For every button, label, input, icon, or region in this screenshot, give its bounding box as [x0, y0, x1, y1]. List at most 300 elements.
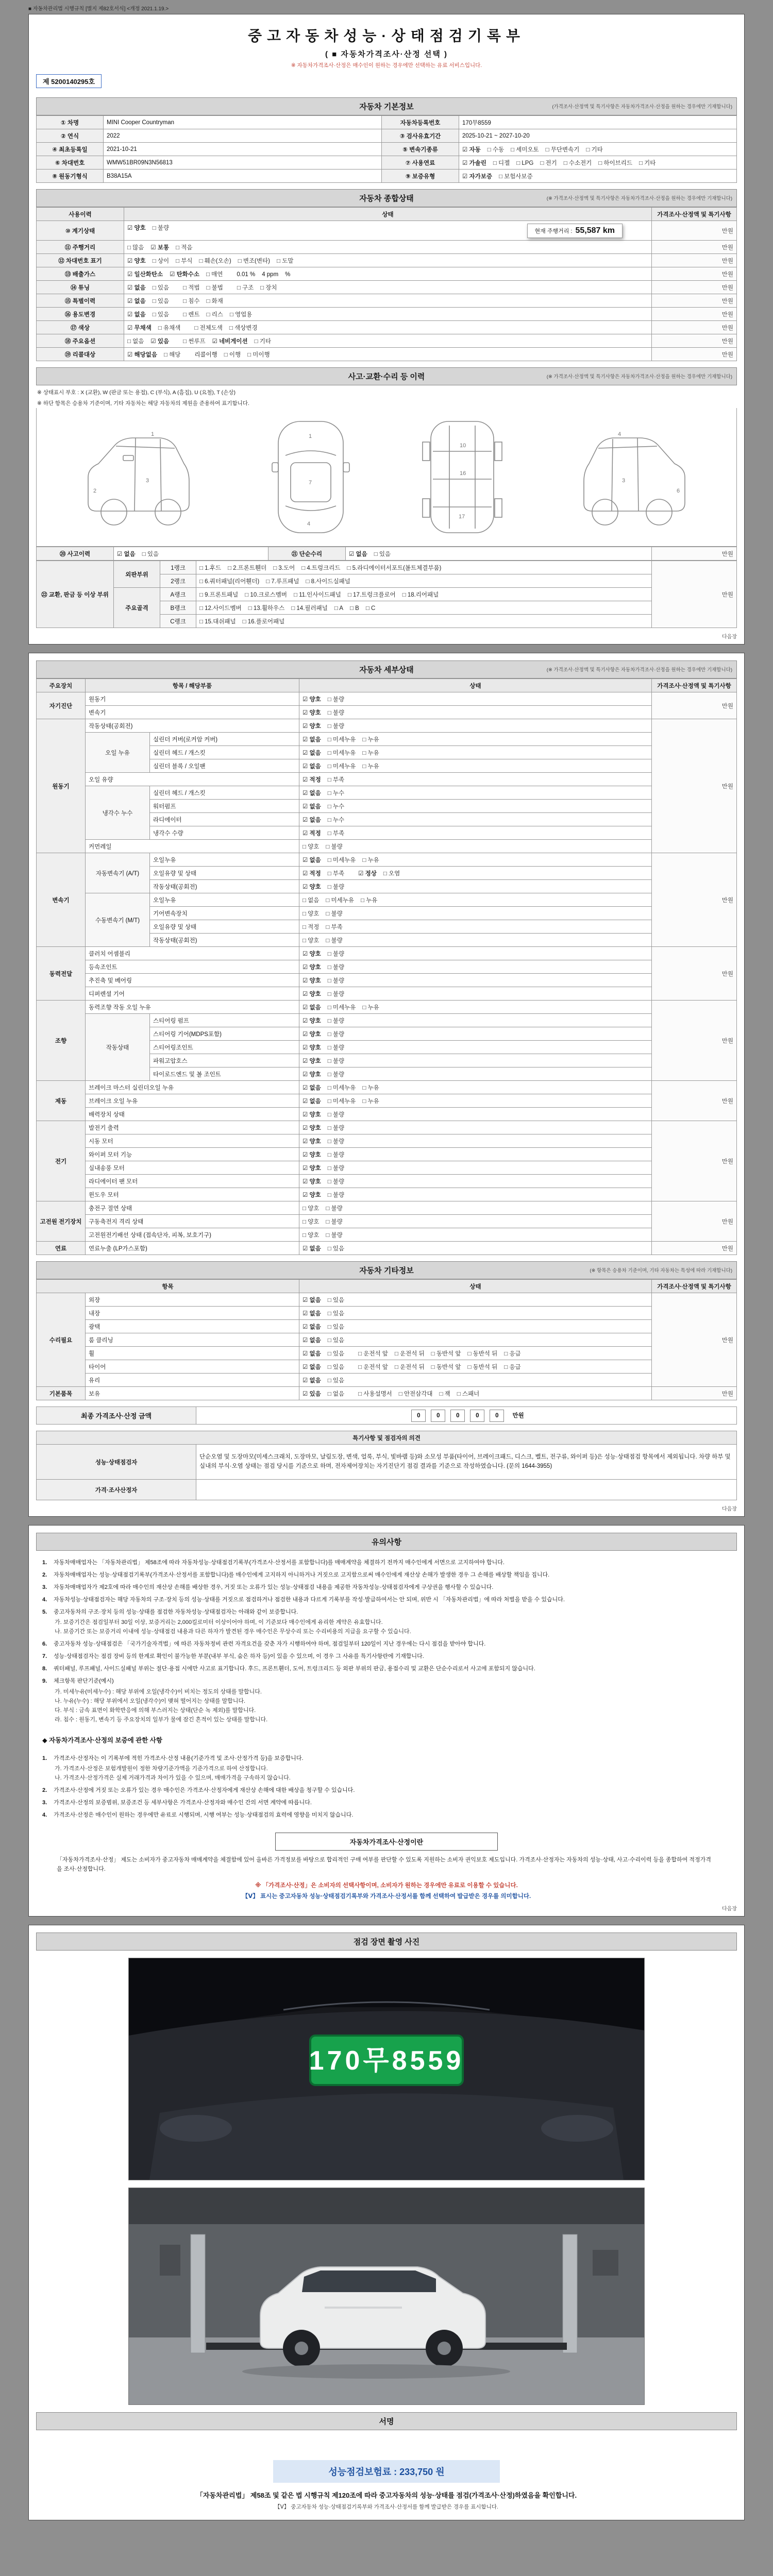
notes-list	[36, 1551, 737, 1727]
notice-item	[42, 1677, 731, 1686]
checkbox-checked: ☑ 해당없음	[127, 351, 157, 358]
checkbox-unchecked: □ 불량	[327, 1138, 345, 1145]
checkbox-unchecked: □ 없음	[127, 338, 144, 345]
table-row	[37, 1347, 737, 1360]
checkbox-unchecked: □ 디젤	[493, 160, 510, 166]
next-page-label: 다음장	[722, 1906, 737, 1912]
checkbox-checked: ☑ 없음	[303, 1324, 321, 1330]
table-row	[37, 1094, 737, 1108]
checkbox-unchecked: □ 11.인사이드패널	[293, 591, 341, 598]
table-header-row	[37, 1431, 737, 1445]
inline-text: 리콜이행	[194, 351, 217, 358]
checkbox-checked: ☑ 없음	[303, 763, 321, 770]
checkbox-checked: ☑ 자동	[462, 146, 481, 153]
price-amount: 만원	[652, 334, 737, 348]
table-row	[37, 1121, 737, 1134]
overall-col-price: 가격조사·산정액 및 특기사항	[652, 208, 737, 221]
table-row	[37, 588, 737, 601]
price-amount: 만원	[652, 853, 737, 947]
item-label: 룸 클리닝	[86, 1333, 299, 1347]
usage-label: ⑲ 리콜대상	[37, 348, 124, 361]
usage-label: ⑯ 용도변경	[37, 308, 124, 321]
checkbox-unchecked: □ 불량	[327, 696, 345, 703]
checkbox-checked: ☑ 탄화수소	[170, 271, 200, 278]
section-etc-note: (※ 항목은 승용차 기준이며, 기타 자동차는 특성에 따라 기재합니다)	[590, 1268, 732, 1274]
table-row	[37, 893, 737, 907]
section-accident-title: 사고·교환·수리 등 이력	[348, 372, 425, 381]
checkbox-unchecked: □ 누유	[360, 897, 378, 904]
notice-text: 자동차매매업자가 제2호에 따라 매수인의 재산상 손해를 배상한 경우, 거짓 또는 오류가 있는 성능·상태점검 내용을 제공한 자동차성능·상태점검자에게 구상권을 행사할 수 있습니다.	[54, 1584, 494, 1591]
checkbox-checked: ☑ 없음	[303, 1297, 321, 1303]
checkbox-unchecked: □ 누유	[362, 1004, 379, 1011]
item-label: 작동상태(공회전)	[150, 880, 299, 893]
price-digit: 0	[470, 1410, 484, 1422]
item-label: 유리	[86, 1374, 299, 1387]
price-amount: 만원	[652, 1201, 737, 1242]
opinion-table	[36, 1431, 737, 1500]
item-label: 충전구 절연 상태	[86, 1201, 299, 1215]
page-title: 중고자동차성능·상태점검기록부	[248, 28, 525, 44]
insurance-fee-value: 233,750 원	[399, 2467, 445, 2478]
svg-text:4: 4	[617, 431, 621, 437]
checkbox-unchecked: □ 안전삼각대	[398, 1391, 433, 1397]
item-label: 타이로드엔드 및 볼 조인트	[150, 1067, 299, 1081]
checkbox-unchecked: □ 기타	[586, 146, 603, 153]
status-checks	[299, 1387, 652, 1400]
price-amount: 만원	[652, 1081, 737, 1121]
table-row	[37, 561, 737, 574]
status-checks	[299, 759, 652, 773]
price-amount: 만원	[652, 294, 737, 308]
checkbox-checked: ☑ 양호	[303, 1192, 321, 1198]
car-damage-diagrams	[36, 408, 737, 547]
notice-text: 체크항목 판단기준(예시)	[54, 1678, 114, 1685]
section-photos-title: 점검 장면 촬영 사진	[353, 1938, 420, 1947]
price-amount: 만원	[652, 719, 737, 853]
status-checks	[299, 1320, 652, 1333]
price-amount: 만원	[652, 267, 737, 281]
inspection-photo-plate	[128, 1958, 645, 2180]
checkbox-unchecked: □ 불량	[327, 1018, 345, 1024]
table-row	[37, 1175, 737, 1188]
status-checks	[299, 1001, 652, 1014]
table-row	[37, 116, 737, 129]
device-label: 변속기	[37, 853, 86, 947]
checkbox-checked: ☑ 적정	[303, 830, 321, 837]
status-checks	[299, 1333, 652, 1347]
status-checks	[124, 308, 652, 321]
item-label: 오일누유	[150, 893, 299, 907]
checkbox-unchecked: □ 양호	[303, 910, 320, 917]
price-amount: 만원	[652, 947, 737, 1001]
checkbox-unchecked: □ 3.도어	[273, 565, 295, 571]
checkbox-unchecked: □ 미세누유	[327, 763, 356, 770]
checkbox-unchecked: □ 장치	[260, 284, 277, 291]
svg-text:17: 17	[459, 514, 465, 520]
device-label: 고전원 전기장치	[37, 1201, 86, 1242]
checkbox-checked: ☑ 없음	[303, 750, 321, 756]
rank-items	[196, 574, 652, 588]
checkbox-unchecked: □ 전체도색	[194, 325, 223, 331]
car-diagram-top-view	[267, 415, 355, 539]
item-label: 실린더 헤드 / 개스킷	[150, 786, 299, 800]
checkbox-unchecked: □ 운전석 뒤	[394, 1364, 425, 1370]
notice-text: 중고자동차의 구조·장치 등의 성능·상태를 점검한 자동차성능·상태점검자는 아래와 같이 보증합니다.	[54, 1609, 298, 1616]
transmission-checks	[459, 143, 737, 156]
checkbox-unchecked: □ 불량	[152, 225, 170, 231]
checkbox-unchecked: □ 불량	[327, 1031, 345, 1038]
checkbox-unchecked: □ 미세누유	[327, 1084, 356, 1091]
table-row	[37, 1161, 737, 1175]
checkbox-unchecked: □ 누유	[362, 1098, 379, 1105]
checkbox-unchecked: □ 불량	[327, 709, 345, 716]
status-checks	[124, 267, 652, 281]
item-label: 추진축 및 베어링	[86, 974, 299, 987]
checkbox-checked: ☑ 보통	[150, 244, 170, 251]
checkbox-checked: ☑ 양호	[303, 977, 321, 984]
overall-table	[36, 207, 737, 361]
checkbox-checked: ☑ 없음	[303, 1098, 321, 1105]
checkbox-unchecked: □ B	[350, 605, 359, 612]
checkbox-checked: ☑ 양호	[303, 709, 321, 716]
checkbox-unchecked: □ 누유	[362, 736, 379, 743]
status-checks	[299, 826, 652, 840]
checkbox-unchecked: □ 불법	[206, 284, 223, 291]
item-label: 라디에이터 팬 모터	[86, 1175, 299, 1188]
item-label: 와이퍼 모터 기능	[86, 1148, 299, 1161]
checkbox-unchecked: □ 미세누유	[327, 1098, 356, 1105]
item-label: 오일누유	[150, 853, 299, 867]
checkbox-checked: ☑ 가솔린	[462, 160, 486, 166]
svg-text:1: 1	[151, 431, 155, 437]
checkbox-unchecked: □ 불량	[327, 1165, 345, 1172]
price-amount: 만원	[652, 254, 737, 267]
status-checks	[299, 1134, 652, 1148]
checkbox-checked: ☑ 없음	[303, 817, 321, 823]
car-diagram-front-quarter	[74, 415, 203, 539]
item-label: 워터펌프	[150, 800, 299, 813]
notice-number: 1.	[42, 1560, 47, 1566]
item-label: 발전기 출력	[86, 1121, 299, 1134]
section-accident-note: (※ 가격조사·산정액 및 특기사항은 자동차가격조사·산정을 원하는 경우에만 기재합니다)	[546, 374, 732, 380]
footer-confirmation: 「자동차관리법」 제58조 및 같은 법 시행규칙 제120조에 따라 중고자동차의 성능·상태를 점검(가격조사·산정)하였음을 확인합니다.	[196, 2492, 577, 2500]
checkbox-unchecked: □ 있음	[152, 298, 170, 304]
field-value-engine-type: B38A15A	[104, 170, 382, 183]
item-label: 보유	[86, 1387, 299, 1400]
section-etc-title: 자동차 기타정보	[359, 1266, 414, 1275]
table-row	[37, 853, 737, 867]
checkbox-unchecked: □ 적법	[183, 284, 200, 291]
rank-items	[196, 615, 652, 628]
checkbox-checked: ☑ 양호	[127, 225, 146, 231]
checkbox-unchecked: □ 불량	[326, 1205, 343, 1212]
checkbox-unchecked: □ 미세누유	[327, 736, 356, 743]
item-label: 디퍼렌셜 기어	[86, 987, 299, 1001]
accident-history-label: ⑳ 사고이력	[37, 547, 114, 561]
item-label: 클러치 어셈블리	[86, 947, 299, 960]
status-checks	[299, 1347, 652, 1360]
section-etc	[36, 1261, 737, 1279]
checkbox-unchecked: □ 없음	[303, 897, 320, 904]
usage-label: ⑬ 배출가스	[37, 267, 124, 281]
notice-item	[42, 1571, 731, 1580]
table-row	[37, 692, 737, 706]
item-label: 작동상태(공회전)	[150, 934, 299, 947]
usage-label: ⑭ 튜닝	[37, 281, 124, 294]
checkbox-unchecked: □ 응급	[504, 1350, 521, 1357]
checkbox-checked: ☑ 없음	[303, 803, 321, 810]
checkbox-checked: ☑ 양호	[303, 964, 321, 971]
table-row	[37, 1134, 737, 1148]
basic-info-table	[36, 115, 737, 183]
notice-number: 8.	[42, 1666, 47, 1672]
notice-text: 가격조사·산정은 매수인이 원하는 경우에만 유료로 시행되며, 시행 여부는 성능·상태점검의 효력에 영향을 미치지 않습니다.	[54, 1811, 354, 1818]
price-amount: 만원	[652, 281, 737, 294]
checkbox-unchecked: □ 불량	[327, 1151, 345, 1158]
status-checks	[299, 1027, 652, 1041]
status-checks	[299, 1161, 652, 1175]
section-signature	[36, 2412, 737, 2430]
status-checks	[299, 1094, 652, 1108]
checkbox-checked: ☑ 적정	[303, 870, 321, 877]
device-label: 전기	[37, 1121, 86, 1201]
price-amount: 만원	[652, 1387, 737, 1400]
current-mileage-label: 현재 주행거리 :	[534, 228, 573, 234]
checkbox-unchecked: □ 부족	[327, 776, 345, 783]
table-header-row	[37, 679, 737, 692]
checkbox-unchecked: □ 있음	[327, 1310, 345, 1317]
field-value-vin: WMW51BR09N3N56813	[104, 156, 382, 170]
checkbox-checked: ☑ 없음	[303, 857, 321, 863]
checkbox-unchecked: □ 부족	[327, 870, 345, 877]
checkbox-unchecked: □ 부족	[326, 924, 343, 930]
item-label: 외장	[86, 1293, 299, 1307]
table-header-row	[37, 1280, 737, 1293]
checkbox-checked: ☑ 양호	[303, 991, 321, 997]
svg-text:3: 3	[621, 478, 625, 484]
checkbox-checked: ☑ 일산화탄소	[127, 271, 163, 278]
checkbox-unchecked: □ 14.필러패널	[291, 605, 328, 612]
checkbox-checked: ☑ 없음	[303, 736, 321, 743]
notice-item	[42, 1558, 731, 1567]
table-row	[37, 1320, 737, 1333]
final-price-digits	[409, 1413, 507, 1419]
usage-label: ⑩ 계기상태	[37, 221, 124, 241]
checkbox-unchecked: □ 5.라디에이터서포트(볼트체결부품)	[347, 565, 442, 571]
status-checks	[299, 867, 652, 880]
checkbox-unchecked: □ 15.대쉬패널	[199, 618, 236, 625]
field-value-reg-no: 170무8559	[459, 116, 737, 129]
table-row	[37, 308, 737, 321]
table-row	[37, 170, 737, 183]
form-reference: ■ 자동차관리법 시행규칙 [별지 제82호서식] <개정 2021.1.19.>	[28, 6, 169, 12]
table-row	[37, 987, 737, 1001]
checkbox-unchecked: □ 동반석 앞	[431, 1364, 461, 1370]
table-row	[37, 947, 737, 960]
car-diagram-rear-quarter	[570, 415, 699, 539]
checkbox-unchecked: □ 운전석 뒤	[394, 1350, 425, 1357]
status-checks	[299, 880, 652, 893]
car-diagram-underbody	[418, 415, 506, 539]
status-checks	[299, 1067, 652, 1081]
table-row	[37, 733, 737, 746]
status-checks	[124, 281, 652, 294]
table-row	[37, 974, 737, 987]
table-row	[37, 1360, 737, 1374]
status-checks	[124, 294, 652, 308]
status-checks	[299, 1014, 652, 1027]
checkbox-unchecked: □ 누수	[327, 817, 345, 823]
checkbox-unchecked: □ 매연	[206, 271, 223, 278]
section-detail	[36, 660, 737, 679]
detail-table	[36, 679, 737, 1255]
table-row	[37, 241, 737, 254]
checkbox-unchecked: □ 많음	[127, 244, 144, 251]
detail-col-device: 주요장치	[37, 679, 86, 692]
item-label: 커먼레일	[86, 840, 299, 853]
notice-item	[42, 1811, 731, 1820]
checkbox-unchecked: □ 보험사보증	[498, 173, 533, 180]
table-row	[37, 1374, 737, 1387]
notice-text: 가격조사·산정에 거짓 또는 오류가 있는 경우 매수인은 가격조사·산정자에게 재산상 손해에 대한 배상을 청구할 수 있습니다.	[54, 1787, 355, 1793]
section-basic-title: 자동차 기본정보	[359, 103, 414, 111]
checkbox-unchecked: □ 있음	[327, 1377, 345, 1384]
notice-text: 자동차성능·상태점검자는 해당 자동차의 구조·장치 등의 성능·상태를 거짓으로 점검하거나 점검한 내용과 다르게 기록부를 작성·발급하여서는 안 되며, 위반 시 「자동차관리법」에 따라 처벌을 받을 수 있습니다.	[54, 1597, 565, 1603]
fuel-checks	[459, 156, 737, 170]
item-label: 냉각수 수량	[150, 826, 299, 840]
checkbox-unchecked: □ 불량	[327, 1111, 345, 1118]
main-frame-label: 주요골격	[114, 588, 160, 628]
field-value-inspection-period: 2025-10-21 ~ 2027-10-20	[459, 129, 737, 143]
checkbox-unchecked: □ 있음	[327, 1350, 345, 1357]
notice-text: 쿼터패널, 루프패널, 사이드실패널 부위는 절단·용접 시에만 사고로 표기합니다. 후드, 프론트휀더, 도어, 트렁크리드 등 외판 부위의 판금, 용접수리 및 교환은 단순수리로서 사고에 포함되지 않습니다.	[54, 1666, 535, 1672]
current-mileage-callout	[527, 224, 623, 238]
guarantee-title: ◆ 자동차가격조사·산정의 보증에 관한 사항	[42, 1736, 162, 1744]
rank-name: 2랭크	[160, 574, 196, 588]
notice-number: 3.	[42, 1584, 47, 1591]
price-amount: 만원	[652, 547, 737, 561]
price-amount: 만원	[652, 308, 737, 321]
svg-text:7: 7	[308, 480, 312, 486]
checkbox-unchecked: □ 13.휠하우스	[248, 605, 285, 612]
accident-legend-basis: ※ 하단 항목은 승용차 기준이며, 기타 자동차는 해당 자동차의 제원을 준용하여 표기합니다.	[37, 400, 249, 406]
status-checks	[124, 321, 652, 334]
table-row	[37, 1201, 737, 1215]
exchange-rank-table	[36, 561, 737, 628]
status-checks	[299, 1360, 652, 1374]
checkbox-unchecked: □ 불량	[327, 964, 345, 971]
checkbox-unchecked: □ 누유	[362, 1084, 379, 1091]
checkbox-checked: ☑ 없음	[303, 1350, 321, 1357]
item-label: 등속조인트	[86, 960, 299, 974]
exchange-section-label: ㉒ 교환, 판금 등 이상 부위	[37, 561, 114, 628]
checkbox-unchecked: □ 부족	[327, 830, 345, 837]
accident-history-table	[36, 547, 737, 561]
checkbox-unchecked: □ 변조(변타)	[238, 258, 270, 264]
checkbox-checked: ☑ 양호	[303, 1165, 321, 1172]
checkbox-unchecked: □ 불량	[327, 1178, 345, 1185]
notice-item	[42, 1754, 731, 1763]
checkbox-unchecked: □ 불량	[327, 1125, 345, 1131]
item-label: 휠	[86, 1347, 299, 1360]
checkbox-checked: ☑ 없음	[303, 1084, 321, 1091]
table-row	[37, 143, 737, 156]
checkbox-unchecked: □ 응급	[504, 1364, 521, 1370]
checkbox-checked: ☑ 네비게이션	[212, 338, 248, 345]
checkbox-unchecked: □ 렌트	[183, 311, 200, 318]
device-label: 제동	[37, 1081, 86, 1121]
notice-item	[42, 1608, 731, 1617]
item-label: 변속기	[86, 706, 299, 719]
field-label-car-name: ① 차명	[37, 116, 104, 129]
inline-text: 4 ppm	[262, 271, 279, 278]
checkbox-unchecked: □ 있음	[327, 1364, 345, 1370]
checkbox-checked: ☑ 양호	[127, 258, 146, 264]
checkbox-unchecked: □ 리스	[206, 311, 223, 318]
item-label: 연료누출 (LP가스포함)	[86, 1242, 299, 1255]
section-photos	[36, 1933, 737, 1951]
table-row	[37, 1215, 737, 1228]
checkbox-checked: ☑ 양호	[303, 1031, 321, 1038]
table-row	[37, 706, 737, 719]
rank-items	[196, 561, 652, 574]
table-row	[37, 1445, 737, 1480]
table-row	[37, 1333, 737, 1347]
device-label: 연료	[37, 1242, 86, 1255]
rank-name: 1랭크	[160, 561, 196, 574]
checkbox-checked: ☑ 없음	[303, 1004, 321, 1011]
status-checks	[299, 1374, 652, 1387]
checkbox-unchecked: □ 구조	[237, 284, 254, 291]
checkbox-unchecked: □ 동반석 뒤	[467, 1350, 498, 1357]
checkbox-unchecked: □ 있음	[327, 1245, 345, 1252]
status-checks	[299, 1081, 652, 1094]
status-checks	[299, 773, 652, 786]
checkbox-unchecked: □ 미세누유	[326, 897, 354, 904]
table-row	[37, 1480, 737, 1500]
field-value-car-name: MINI Cooper Countryman	[104, 116, 382, 129]
checkbox-unchecked: □ C	[365, 605, 376, 612]
checkbox-unchecked: □ 있음	[327, 1337, 345, 1344]
checkbox-checked: ☑ 양호	[303, 1151, 321, 1158]
notice-number: 4.	[42, 1597, 47, 1603]
price-amount: 만원	[652, 692, 737, 719]
checkbox-unchecked: □ 불량	[327, 1071, 345, 1078]
status-checks	[299, 786, 652, 800]
insurance-fee	[273, 2460, 500, 2483]
checkbox-unchecked: □ 기타	[638, 160, 656, 166]
about-pricing-box-title: 자동차가격조사·산정이란	[275, 1833, 498, 1851]
svg-text:10: 10	[460, 443, 466, 449]
status-checks	[299, 800, 652, 813]
usage-label: ⑫ 차대번호 표기	[37, 254, 124, 267]
page-title-note: ※ 자동차가격조사·산정은 매수인이 원하는 경우에만 선택하는 유료 서비스입니다.	[291, 62, 482, 69]
table-row	[37, 1387, 737, 1400]
table-row	[37, 1228, 737, 1242]
checkbox-unchecked: □ 스패너	[457, 1391, 480, 1397]
notice-item	[42, 1665, 731, 1673]
notice-text: 가격조사·산정자는 이 기록부에 적힌 가격조사·산정 내용(기준가격 및 조사·산정가격 등)을 보증합니다.	[54, 1755, 304, 1761]
status-checks	[299, 1201, 652, 1215]
table-row	[37, 840, 737, 853]
table-row	[37, 1081, 737, 1094]
checkbox-unchecked: □ 기타	[254, 338, 271, 345]
item-label: 라디에이터	[150, 813, 299, 826]
price-amount: 만원	[652, 1001, 737, 1081]
checkbox-unchecked: □ LPG	[516, 160, 534, 166]
notice-number: 2.	[42, 1787, 47, 1793]
opinion-appraiser-text	[196, 1480, 737, 1500]
